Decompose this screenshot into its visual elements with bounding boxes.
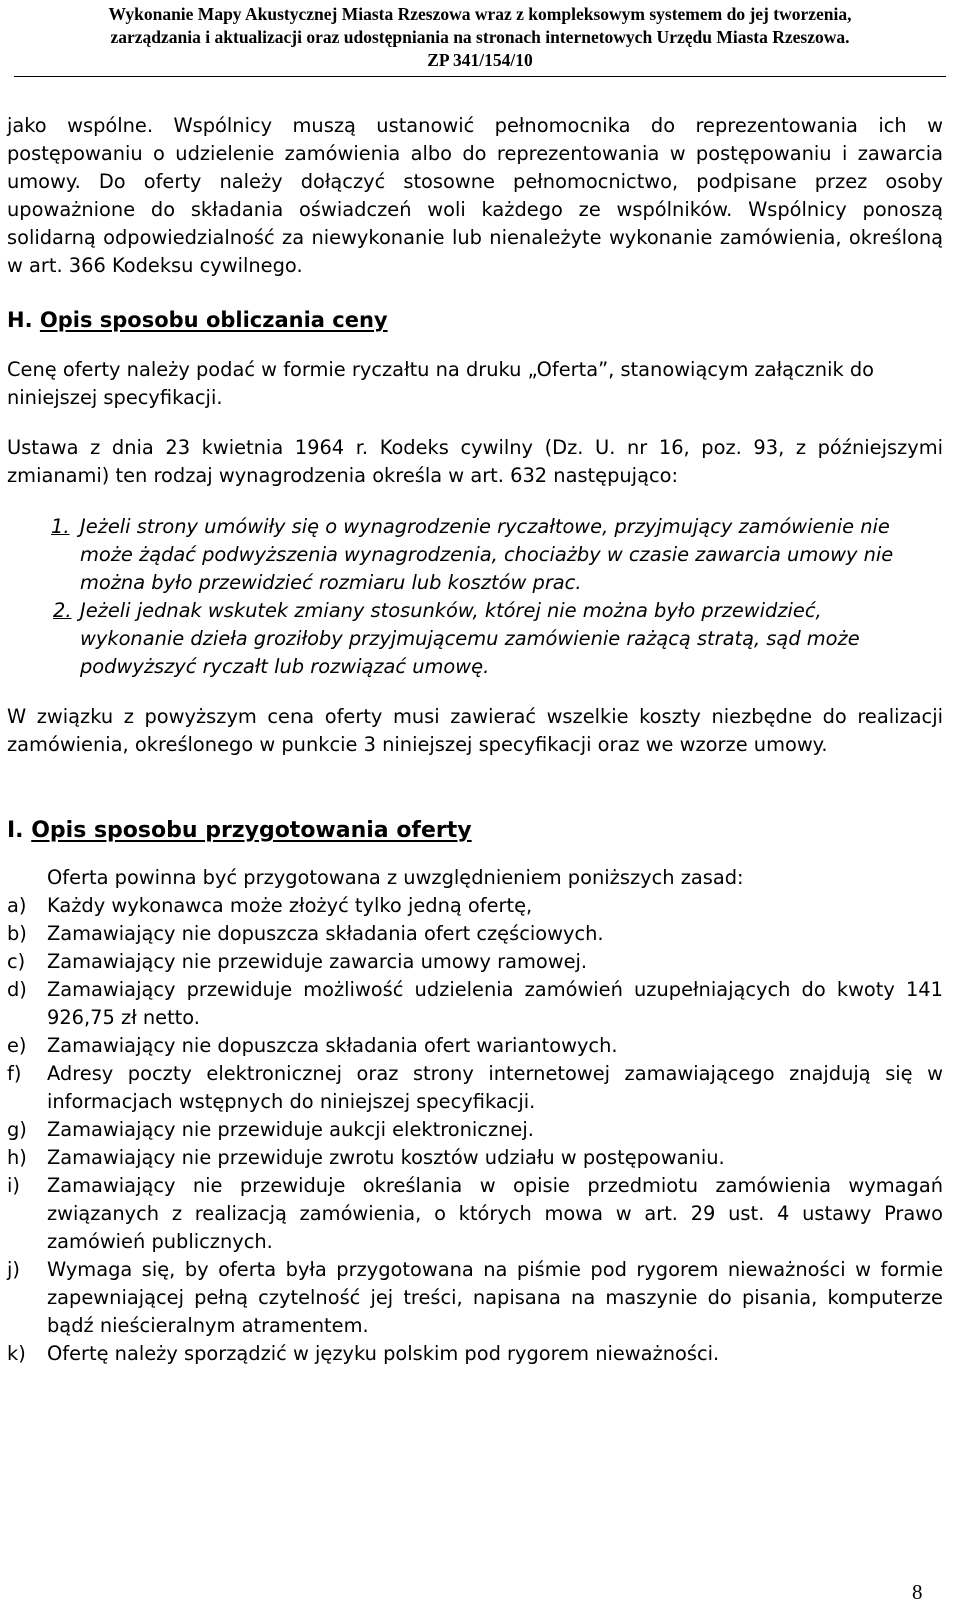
list-item-label: i) (7, 1174, 20, 1197)
list-item-text: Wymaga się, by oferta była przygotowana na piśmie pod rygorem nieważności w formie zapewniającej pełną czytelność jej treści, napisana na maszynie do pisania, komputerze bądź nieścieralnym atramentem. (47, 1258, 943, 1337)
list-item (7, 1060, 943, 1116)
intro-paragraph: jako wspólne. Wspólnicy muszą ustanowić pełnomocnika do reprezentowania ich w postępowaniu o udzielenie zamówienia albo do reprezentowania w postępowaniu i zawarcia umowy. Do oferty należy dołączyć stosowne pełnomocnictwo, podpisane przez osoby upoważnione do składania oświadczeń woli każdego ze wspólników. Wspólnicy ponoszą solidarną odpowiedzialność za niewykonanie lub nienależyte wykonanie zamówienia, określoną w art. 366 Kodeksu cywilnego. (7, 114, 943, 277)
list-item (7, 1116, 943, 1144)
list-item (7, 976, 943, 1032)
section-i-heading (7, 817, 943, 845)
section-h-letter: H. (7, 308, 33, 332)
list-item (7, 1256, 943, 1340)
section-i-title: Opis sposobu przygotowania oferty (31, 818, 472, 843)
list-item-label: f) (7, 1062, 22, 1085)
list-item-label: b) (7, 922, 27, 945)
section-h-title: Opis sposobu obliczania ceny (39, 308, 388, 332)
list-item-label: e) (7, 1034, 27, 1057)
list-item (7, 920, 943, 948)
list-item-text: Ofertę należy sporządzić w języku polskim pod rygorem nieważności. (47, 1342, 720, 1365)
list-item (7, 1144, 943, 1172)
header-title-line-1: Wykonanie Mapy Akustycznej Miasta Rzeszowa wraz z kompleksowym systemem do jej tworzenia, (108, 4, 852, 24)
document-header (0, 3, 960, 72)
page-number: 8 (912, 1580, 923, 1604)
list-item-text: Zamawiający nie przewiduje aukcji elektronicznej. (47, 1118, 534, 1141)
list-item (7, 1172, 943, 1256)
section-h-heading (7, 306, 943, 334)
list-item-text: Adresy poczty elektronicznej oraz strony internetowej zamawiającego znajdują się w informacjach wstępnych do niniejszej specyfikacji. (47, 1062, 943, 1113)
list-item-label: a) (7, 894, 27, 917)
list-item-label: j) (7, 1258, 20, 1281)
quote-item-number: 2. (53, 599, 72, 622)
quote-item (7, 513, 943, 597)
list-item-label: h) (7, 1146, 27, 1169)
header-reference-number: ZP 341/154/10 (427, 50, 533, 70)
list-item (7, 1340, 943, 1368)
section-i-letter: I. (7, 818, 24, 843)
page-content (7, 112, 943, 1368)
list-item (7, 948, 943, 976)
list-item-label: g) (7, 1118, 27, 1141)
list-item-label: c) (7, 950, 26, 973)
quote-item-text: Jeżeli jednak wskutek zmiany stosunków, której nie można było przewidzieć, wykonanie dzieła groziłoby przyjmującemu zamówienie rażącą stratą, sąd może podwyższyć ryczałt lub rozwiązać umowę. (80, 599, 860, 678)
header-divider (14, 76, 946, 77)
list-item-label: k) (7, 1342, 26, 1365)
list-item-text: Zamawiający przewiduje możliwość udzielenia zamówień uzupełniających do kwoty 141 926,75 zł netto. (47, 978, 943, 1029)
civil-code-quote-list (7, 513, 943, 681)
list-item-text: Zamawiający nie przewiduje określania w opisie przedmiotu zamówienia wymagań związanych z realizacją zamówienia, o których mowa w art. 29 ust. 4 ustawy Prawo zamówień publicznych. (47, 1174, 943, 1253)
list-item-text: Zamawiający nie przewiduje zwrotu kosztów udziału w postępowaniu. (47, 1146, 725, 1169)
quote-item (7, 597, 943, 681)
list-item-text: Zamawiający nie dopuszcza składania ofert wariantowych. (47, 1034, 618, 1057)
list-item-label: d) (7, 978, 27, 1001)
quote-item-text: Jeżeli strony umówiły się o wynagrodzenie ryczałtowe, przyjmujący zamówienie nie może żądać podwyższenia wynagrodzenia, chociażby w czasie zawarcia umowy nie można było przewidzieć rozmiaru lub kosztów prac. (80, 515, 894, 594)
header-title-line-2: zarządzania i aktualizacji oraz udostępniania na stronach internetowych Urzędu Miasta Rzeszowa. (110, 27, 850, 47)
list-item (7, 1032, 943, 1060)
list-item (7, 892, 943, 920)
list-item-text: Zamawiający nie przewiduje zawarcia umowy ramowej. (47, 950, 588, 973)
quote-item-number: 1. (51, 515, 70, 538)
section-h-paragraph-costs: W związku z powyższym cena oferty musi zawierać wszelkie koszty niezbędne do realizacji zamówienia, określonego w punkcie 3 niniejszej specyfikacji oraz we wzorze umowy. (7, 705, 943, 756)
section-i-intro: Oferta powinna być przygotowana z uwzględnieniem poniższych zasad: (47, 866, 744, 889)
section-h-paragraph-price: Cenę oferty należy podać w formie ryczałtu na druku „Oferta”, stanowiącym załącznik do niniejszej specyfikacji. (7, 358, 875, 409)
list-item-text: Zamawiający nie dopuszcza składania ofert częściowych. (47, 922, 604, 945)
offer-rules-list (7, 892, 943, 1368)
list-item-text: Każdy wykonawca może złożyć tylko jedną ofertę, (47, 894, 533, 917)
section-h-paragraph-civil-code: Ustawa z dnia 23 kwietnia 1964 r. Kodeks cywilny (Dz. U. nr 16, poz. 93, z późniejszymi zmianami) ten rodzaj wynagrodzenia określa w art. 632 następująco: (7, 436, 943, 487)
